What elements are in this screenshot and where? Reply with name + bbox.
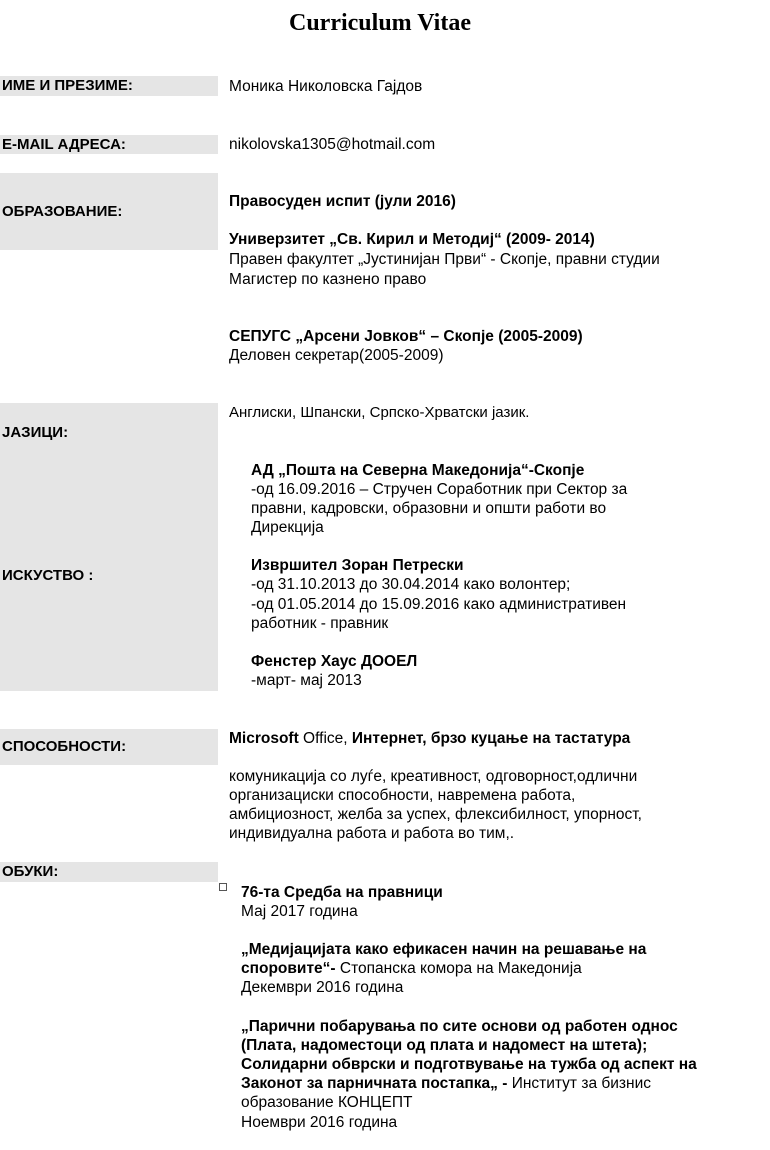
education-school-role: Деловен секретар(2005-2009) <box>229 347 444 364</box>
training1-title: 76-та Средба на правници <box>241 884 443 901</box>
skills-soft-line3: амбициозност, желба за успех, флексибилност, упорност, <box>229 806 642 823</box>
training1-date: Мај 2017 година <box>241 903 358 920</box>
experience-label: ИСКУСТВО : <box>2 567 94 584</box>
cv-title: Curriculum Vitae <box>289 10 471 36</box>
skills-soft-line4: индивидуална работа и работа во тим,. <box>229 825 515 842</box>
skills-label: СПОСОБНОСТИ: <box>0 729 218 765</box>
skills-tech-line <box>229 729 630 748</box>
training2-title-line1: „Медијацијата како ефикасен начин на решавање на <box>241 941 647 958</box>
education-faculty: Правен факултет „Јустинијан Први“ - Скопје, правни студии <box>229 251 660 268</box>
skills-office: Office, <box>298 730 352 747</box>
training3-title-line3: Солидарни обврски и подготвување на тужба од аспект на <box>241 1056 697 1073</box>
training3-title-end: Законот за парничната постапка„ - <box>241 1075 508 1092</box>
training3-title-line4 <box>241 1074 651 1093</box>
training2-title-end: споровите“- <box>241 960 336 977</box>
trainings-label: ОБУКИ: <box>0 862 218 882</box>
email-value: nikolovska1305@hotmail.com <box>229 136 436 153</box>
education-bar-exam: Правосуден испит (јули 2016) <box>229 193 456 210</box>
languages-experience-label-block <box>0 403 218 691</box>
languages-value: Англиски, Шпански, Српско-Хрватски јазик. <box>229 404 530 421</box>
training3-org-part2: образование КОНЦЕПТ <box>241 1094 413 1111</box>
experience-job1-title: АД „Пошта на Северна Македонија“-Скопје <box>251 462 585 479</box>
skills-ms: Microsoft <box>229 730 299 747</box>
bullet-checkbox-icon <box>219 883 227 891</box>
education-school: СЕПУГС „Арсени Јовков“ – Скопје (2005-2009) <box>229 328 583 345</box>
experience-job2-line3: работник - правник <box>251 615 389 632</box>
experience-job2-line1: -од 31.10.2013 до 30.04.2014 како волонтер; <box>251 576 571 593</box>
education-label: ОБРАЗОВАНИЕ: <box>0 173 218 250</box>
training3-org-part1: Институт за бизнис <box>507 1075 651 1092</box>
experience-job2-line2: -од 01.05.2014 до 15.09.2016 како административен <box>251 596 627 613</box>
training3-title-line1: „Парични побарувања по сите основи од работен однос <box>241 1018 678 1035</box>
name-label: ИМЕ И ПРЕЗИМЕ: <box>0 76 218 96</box>
training3-date: Ноември 2016 година <box>241 1114 398 1131</box>
languages-label: ЈАЗИЦИ: <box>2 424 69 441</box>
education-university: Универзитет „Св. Кирил и Методиј“ (2009- 2014) <box>229 231 595 248</box>
experience-job2-title: Извршител Зоран Петрески <box>251 557 464 574</box>
skills-soft-line1: комуникација со луѓе, креативност, одговорност,одлични <box>229 768 638 785</box>
skills-soft-line2: организациски способности, навремена работа, <box>229 787 576 804</box>
experience-job3-line1: -март- мај 2013 <box>251 672 362 689</box>
training2-title-line2 <box>241 959 582 978</box>
experience-job1-line3: Дирекција <box>251 519 324 536</box>
training2-org: Стопанска комора на Македонија <box>335 960 582 977</box>
education-master: Магистер по казнено право <box>229 271 427 288</box>
experience-job1-line1: -од 16.09.2016 – Стручен Соработник при Сектор за <box>251 481 628 498</box>
email-label: E-MAIL АДРЕСА: <box>0 135 218 154</box>
name-value: Моника Николовска Гајдов <box>229 78 423 95</box>
training3-title-line2: (Плата, надоместоци од плата и надомест на штета); <box>241 1037 648 1054</box>
experience-job3-title: Фенстер Хаус ДООЕЛ <box>251 653 418 670</box>
skills-rest: Интернет, брзо куцање на тастатура <box>351 730 631 747</box>
experience-job1-line2: правни, кадровски, образовни и општи работи во <box>251 500 607 517</box>
training2-date: Декември 2016 година <box>241 979 404 996</box>
